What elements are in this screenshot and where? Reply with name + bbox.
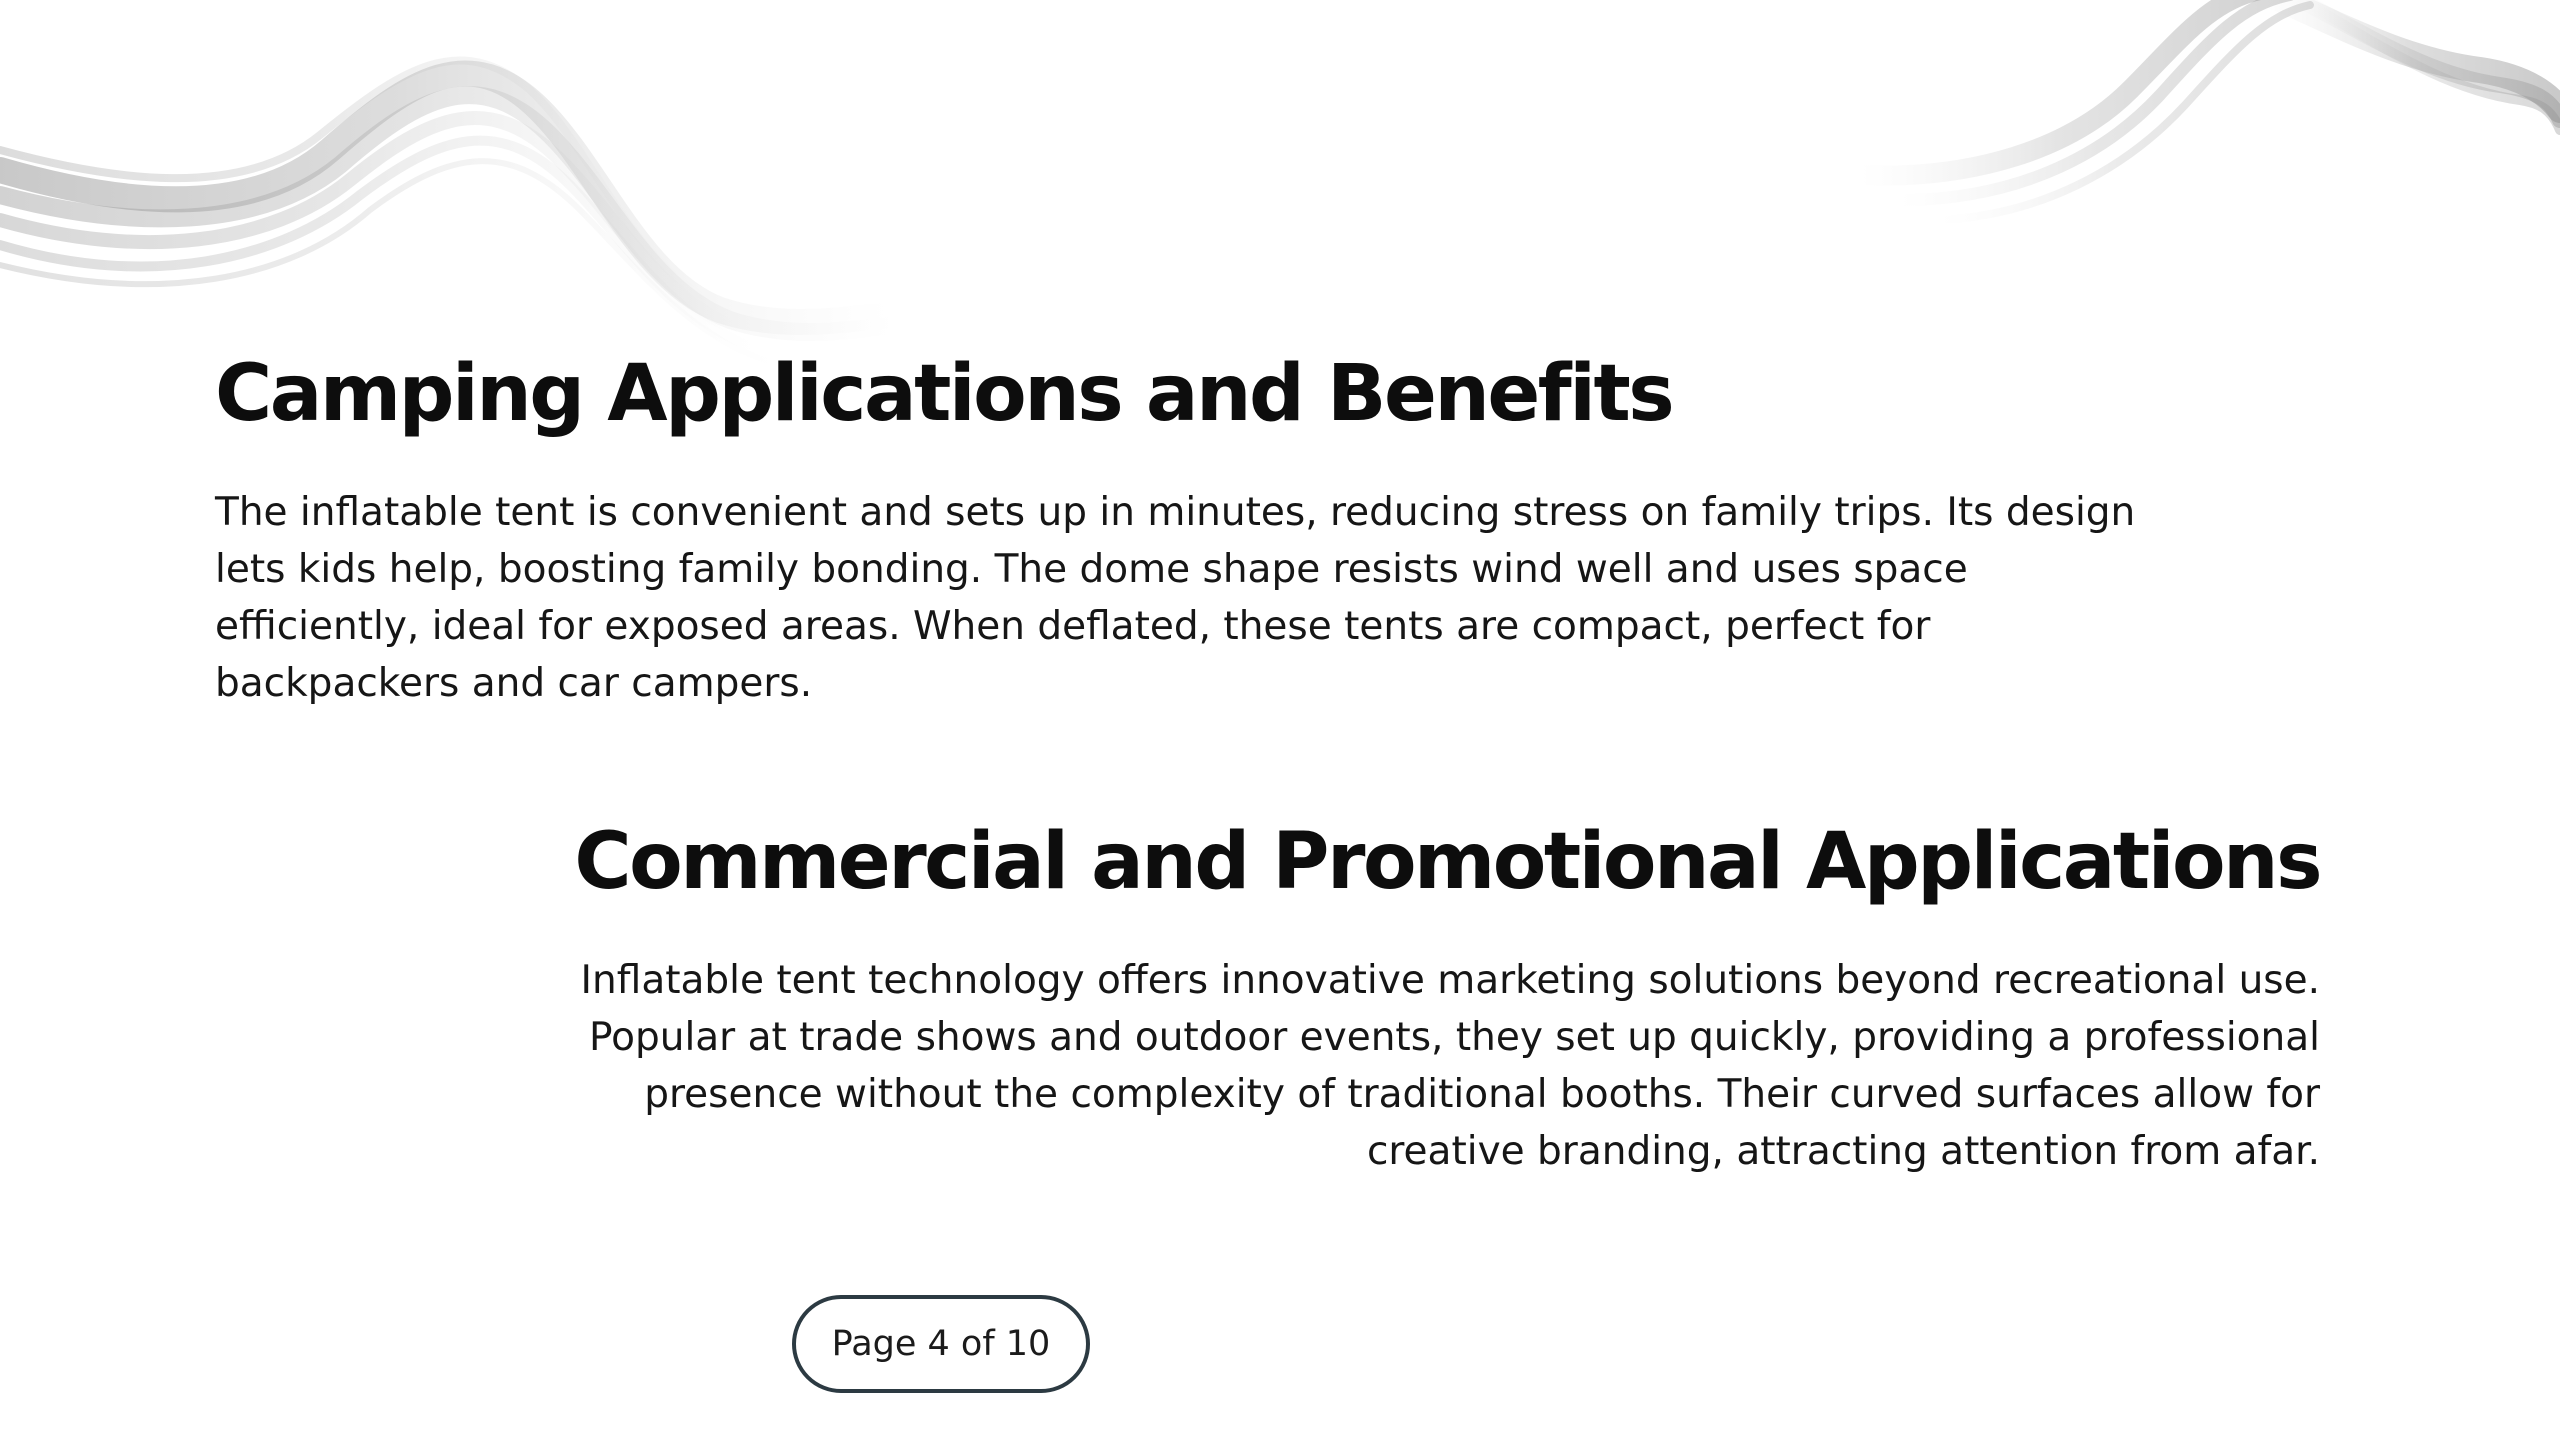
section-commercial-applications (480, 817, 2320, 1180)
smoke-wave-decoration-left (0, 0, 900, 380)
page-number-indicator: Page 4 of 10 (792, 1295, 1090, 1393)
section-body-text: Inflatable tent technology offers innovative marketing solutions beyond recreational use. Popular at trade shows and outdoor events, they set up quickly, providing a professional presence without the complexity of traditional booths. Their curved surfaces allow for creative branding, attracting attention from afar. (580, 957, 2320, 1174)
section-body-text: The inflatable tent is convenient and sets up in minutes, reducing stress on family trips. Its design lets kids help, boosting family bonding. The dome shape resists wind well and uses space efficiently, ideal for exposed areas. When deflated, these tents are compact, perfect for backpackers and car campers. (215, 489, 2136, 706)
section-heading: Commercial and Promotional Applications (574, 817, 2320, 907)
section-camping-applications (215, 349, 2215, 712)
section-heading: Camping Applications and Benefits (215, 349, 1673, 439)
smoke-wave-decoration-right (1840, 0, 2560, 260)
